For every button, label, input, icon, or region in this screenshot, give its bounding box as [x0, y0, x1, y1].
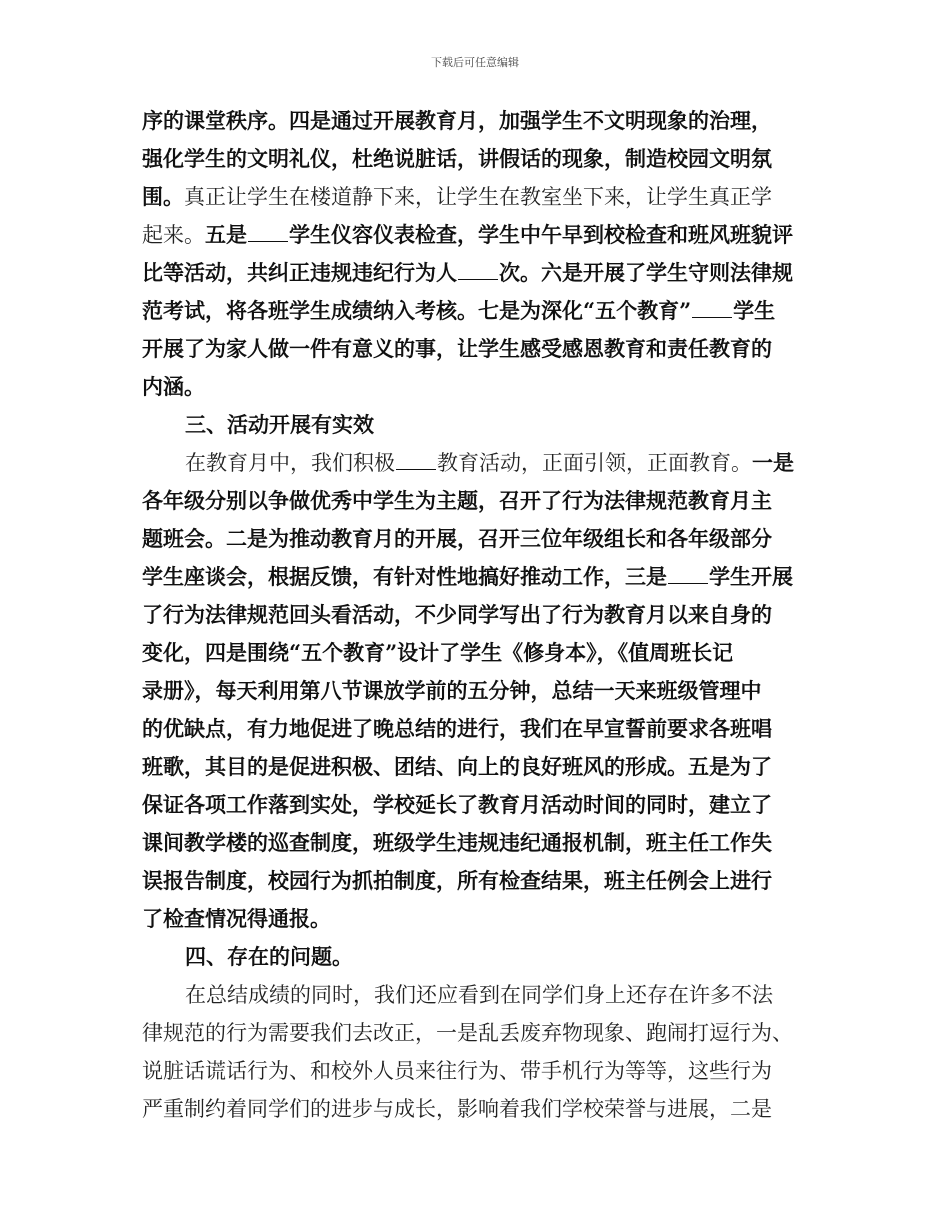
- fill-blank: [396, 447, 436, 470]
- fill-blank: [458, 257, 498, 280]
- fill-blank: [668, 561, 708, 584]
- text-line: 围。真正让学生在楼道静下来，让学生在教室坐下来，让学生真正学: [142, 184, 772, 209]
- text-line: 题班会。二是为推动教育月的开展，召开三位年级组长和各年级部分: [142, 526, 772, 551]
- text-line: 起来。五是 学生仪容仪表检查，学生中午早到校检查和班风班貌评: [142, 216, 814, 254]
- text-line: 了行为法律规范回头看活动，不少同学写出了行为教育月以来自身的: [142, 602, 772, 627]
- text-line: 保证各项工作落到实处，学校延长了教育月活动时间的同时，建立了: [142, 792, 772, 817]
- document-body: [142, 102, 814, 1128]
- text-line: 开展了为家人做一件有意义的事，让学生感受感恩教育和责任教育的: [142, 336, 772, 361]
- text-line: 比等活动，共纠正违规违纪行为人 次。六是开展了学生守则法律规: [142, 254, 814, 292]
- text-line: 学生座谈会，根据反馈，有针对性地搞好推动工作，三是 学生开展: [142, 558, 814, 596]
- text-line: 的优缺点，有力地促进了晚总结的进行，我们在早宣誓前要求各班唱: [142, 716, 772, 741]
- text-line: 在教育月中，我们积极 教育活动，正面引领，正面教育。一是: [142, 444, 814, 482]
- text-line: 课间教学楼的巡查制度，班级学生违规违纪通报机制，班主任工作失: [142, 830, 772, 855]
- text-line: 录册》，每天利用第八节课放学前的五分钟，总结一天来班级管理中: [142, 678, 762, 703]
- fill-blank: [248, 219, 288, 242]
- fill-blank: [692, 295, 732, 318]
- text-line: 在总结成绩的同时，我们还应看到在同学们身上还存在许多不法: [185, 983, 773, 1007]
- text-line: 序的课堂秩序。四是通过开展教育月，加强学生不文明现象的治理，: [142, 108, 772, 133]
- section-heading: 三、活动开展有实效: [185, 412, 374, 437]
- text-line: 强化学生的文明礼仪，杜绝说脏话，讲假话的现象，制造校园文明氛: [142, 146, 772, 171]
- text-line: 范考试，将各班学生成绩纳入考核。七是为深化“五个教育” 学生: [142, 292, 814, 330]
- text-line: 内涵。: [142, 374, 205, 399]
- text-line: 变化，四是围绕“五个教育”设计了学生《修身本》，《值周班长记: [142, 640, 734, 665]
- text-line: 严重制约着同学们的进步与成长，影响着我们学校荣誉与进展，二是: [142, 1097, 772, 1121]
- text-line: 误报告制度，校园行为抓拍制度，所有检查结果，班主任例会上进行: [142, 868, 772, 893]
- section-heading: 四、存在的问题。: [185, 944, 353, 969]
- text-line: 班歌，其目的是促进积极、团结、向上的良好班风的形成。五是为了: [142, 754, 772, 779]
- page-header: 下载后可任意编辑: [431, 56, 519, 69]
- text-line: 律规范的行为需要我们去改正，一是乱丢废弃物现象、跑闹打逗行为、: [142, 1021, 793, 1045]
- text-line: 各年级分别以争做优秀中学生为主题，召开了行为法律规范教育月主: [142, 488, 772, 513]
- text-line: 说脏话谎话行为、和校外人员来往行为、带手机行为等等，这些行为: [142, 1059, 772, 1083]
- text-line: 了检查情况得通报。: [142, 906, 331, 931]
